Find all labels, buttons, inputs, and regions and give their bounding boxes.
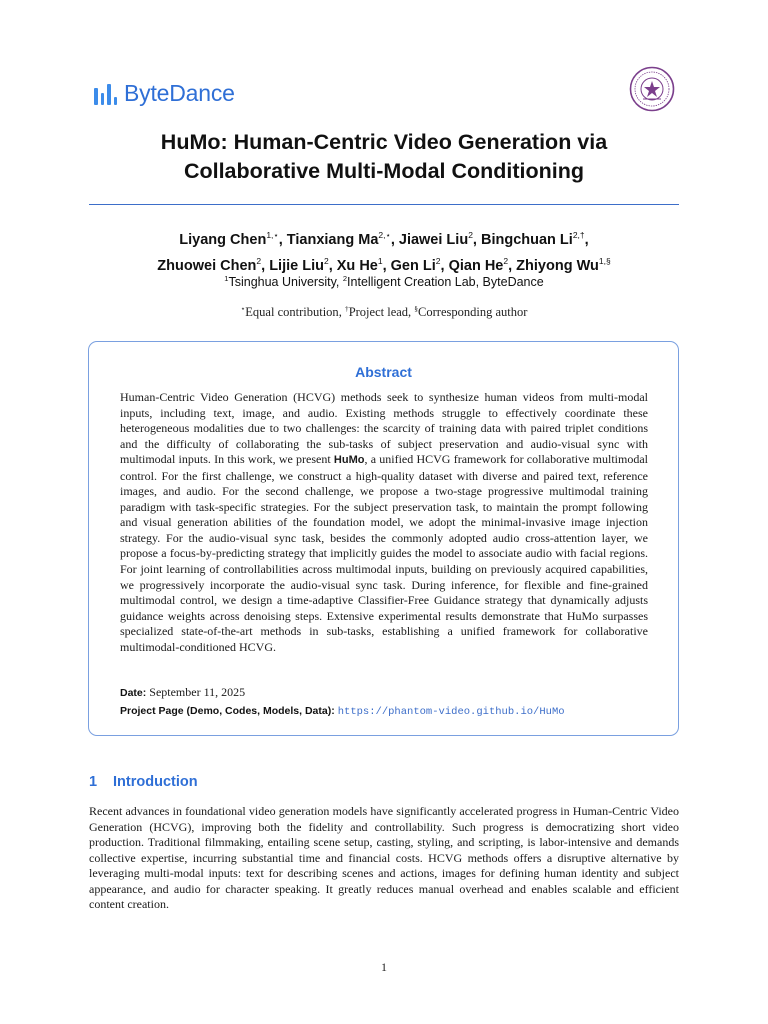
author-line-1: Liyang Chen$^{1,⋆}$, Tianxiang $Ma^{2,⋆}$, Jiawei Liu$^2$, Bingchuan $Li^{2,\dagger}$, xyxy=(179,230,589,248)
author: Zhiyong $Wu^{1,\S}$ xyxy=(516,255,611,274)
author: Gen Li$^2$ xyxy=(390,255,441,274)
date-row xyxy=(120,684,565,702)
author: Tianxiang $Ma^{2,⋆}$ xyxy=(286,230,391,248)
paper-meta xyxy=(120,684,565,721)
contribution-notes: ⋆Equal contribution, †Project lead, §Corresponding author xyxy=(240,304,528,320)
logo-text: ByteDance xyxy=(124,80,235,106)
author: Xu He$^1$ xyxy=(336,255,383,274)
bytedance-logo-icon xyxy=(94,83,117,105)
title-divider xyxy=(89,204,679,205)
abstract-box xyxy=(88,341,679,736)
author-list xyxy=(60,225,708,277)
author: Zhuowei Chen$^2$ xyxy=(157,255,262,274)
abstract-text: Human-Centric Video Generation (HCVG) methods seek to synthesize human videos from multi-modal inputs, including text, image, and audio. Existing methods struggle to effectively coordinate these heterogeneous modalities due to two challenges: the scarcity of training data with paired triplet conditions and the difficulty of collaborating the sub-tasks of subject preservation and audio-visual sync with multimodal inputs. In this work, we present HuMo, a unified HCVG framework for collaborative multimodal control. For the first challenge, we construct a high-quality dataset with diverse and paired text, reference images, and audio. For the second challenge, we propose a two-stage progressive multimodal training paradigm with task-specific strategies. For the subject preservation task, to maintain the prompt following and visual generation abilities of the foundation model, we adopt the minimal-invasive image injection strategy. For the audio-visual sync task, besides the commonly adopted audio cross-attention layer, we propose a focus-by-predicting strategy that implicitly guides the model to associate audio with facial regions. For joint learning of controllabilities across multimodal inputs, building on previously acquired capabilities, we progressively incorporate the audio-visual sync task. During inference, for flexible and fine-grained multimodal control, we design a time-adaptive Classifier-Free Guidance strategy that dynamically adjusts guidance weights across denoising steps. Extensive experimental results demonstrate that HuMo surpasses specialized state-of-the-art methods in sub-tasks, establishing a unified framework for collaborative multimodal-conditioned HCVG. xyxy=(120,390,648,654)
page-number: 1 xyxy=(381,960,387,974)
note: §Corresponding author xyxy=(414,304,528,320)
paper-title xyxy=(60,128,708,186)
author-line-2: Zhuowei Chen$^2$, Lijie Liu$^2$, Xu He$^1$, Gen Li$^2$, Qian He$^2$, Zhiyong $Wu^{1,\S}$ xyxy=(157,255,611,274)
section-heading xyxy=(89,774,198,790)
project-row xyxy=(120,702,565,721)
title-line-1: HuMo: Human-Centric Video Generation via xyxy=(160,130,608,154)
author: Lijie Liu$^2$ xyxy=(269,255,329,274)
date-value: September 11, 2025 xyxy=(149,685,246,699)
introduction-text: Recent advances in foundational video generation models have significantly accelerated progress in Human-Centric Video Generation (HCVG), improving both the fidelity and controllability. Such progress is democratizing short video production. Traditional filmmaking, entailing scene setup, casting, styling, and scripting, is labor-intensive and demands collective expertise, incurring substantial time and financial costs. HCVG methods offers a disruptive alternative by leveraging multi-modal inputs: text for describing scenes and actions, images for defining human identity and subject appearance, and audio for character speaking. It greatly reduces manual overhead and enables scalable and efficient content creation. xyxy=(89,804,679,911)
author: Qian He$^2$ xyxy=(448,255,509,274)
note: ⋆Equal contribution xyxy=(240,304,339,320)
affiliation: $^2$Intelligent Creation Lab, ByteDance xyxy=(342,274,544,290)
humo-highlight: HuMo xyxy=(333,454,365,467)
note: †Project lead xyxy=(344,304,409,320)
abstract-heading: Abstract xyxy=(355,364,412,380)
author: Bingchuan $Li^{2,\dagger}$ xyxy=(480,230,585,248)
title-line-2: Collaborative Multi-Modal Conditioning xyxy=(183,159,585,183)
affiliation: $^1$Tsinghua University xyxy=(224,274,336,290)
section-title: Introduction xyxy=(113,774,198,790)
date-label: Date: xyxy=(120,687,147,699)
author: Jiawei Liu$^2$ xyxy=(398,230,473,248)
section-number: 1 xyxy=(89,774,98,790)
author: Liyang Chen$^{1,⋆}$ xyxy=(179,230,279,248)
project-link[interactable]: https://phantom-video.github.io/HuMo xyxy=(337,706,565,718)
affiliations: $^1$Tsinghua University, $^2$Intelligent Creation Lab, ByteDance xyxy=(224,274,544,290)
project-label: Project Page (Demo, Codes, Models, Data): xyxy=(120,705,335,717)
bytedance-logo xyxy=(94,80,235,107)
university-seal-icon xyxy=(629,66,675,112)
